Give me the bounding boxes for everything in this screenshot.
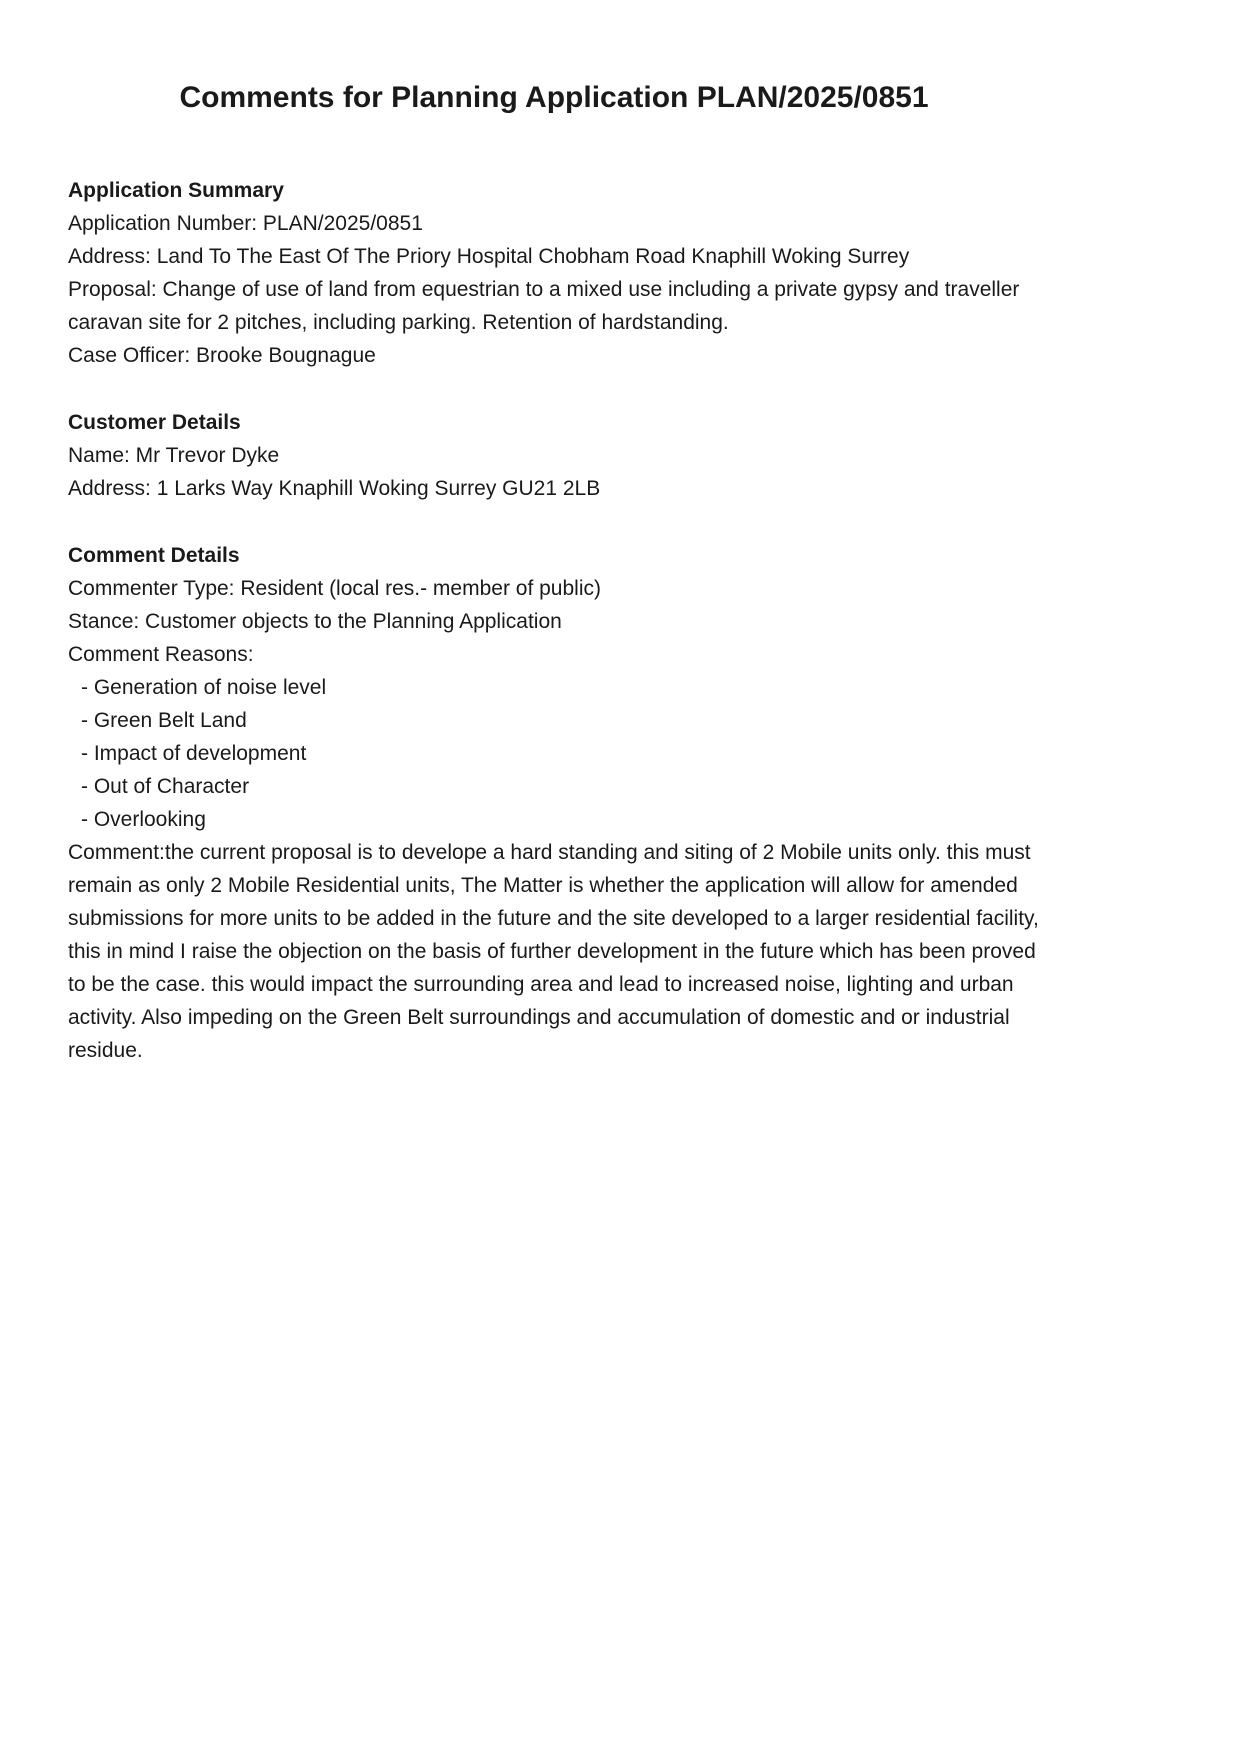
comment-details-section <box>68 539 1040 1067</box>
application-summary-heading: Application Summary <box>68 179 284 202</box>
stance-line: Stance: Customer objects to the Planning Application <box>68 610 562 633</box>
customer-details-section <box>68 406 1040 505</box>
customer-name-line: Name: Mr Trevor Dyke <box>68 444 280 467</box>
comment-text: Comment:the current proposal is to develope a hard standing and siting of 2 Mobile units only. this must remain as only 2 Mobile Residential units, The Matter is whether the application will allow for amended submissions for more units to be added in the future and the site developed to a larger residential facility, this in mind I raise the objection on the basis of further development in the future which has been proved to be the case. this would impact the surrounding area and lead to increased noise, lighting and urban activity. Also impeding on the Green Belt surroundings and accumulation of domestic and or industrial residue. <box>68 841 1039 1062</box>
customer-details-heading: Customer Details <box>68 411 241 434</box>
customer-address-line: Address: 1 Larks Way Knaphill Woking Surrey GU21 2LB <box>68 477 601 500</box>
case-officer-line: Case Officer: Brooke Bougnague <box>68 344 376 367</box>
application-address-line: Address: Land To The East Of The Priory Hospital Chobham Road Knaphill Woking Surrey <box>68 245 910 268</box>
comment-reason-item: - Out of Character <box>81 775 250 798</box>
application-summary-section <box>68 174 1040 372</box>
comment-details-heading: Comment Details <box>68 544 240 567</box>
commenter-type-line: Commenter Type: Resident (local res.- member of public) <box>68 577 601 600</box>
application-proposal-line: Proposal: Change of use of land from equestrian to a mixed use including a private gypsy and traveller caravan site for 2 pitches, including parking. Retention of hardstanding. <box>68 278 1020 334</box>
comment-reason-item: - Overlooking <box>81 808 206 831</box>
application-number-line: Application Number: PLAN/2025/0851 <box>68 212 423 235</box>
comment-reason-item: - Impact of development <box>81 742 307 765</box>
comment-reasons-label: Comment Reasons: <box>68 643 254 666</box>
document-content <box>68 80 1040 1067</box>
comment-reason-item: - Generation of noise level <box>81 676 327 699</box>
page-title: Comments for Planning Application PLAN/2025/0851 <box>179 81 929 114</box>
comment-reason-item: - Green Belt Land <box>81 709 247 732</box>
